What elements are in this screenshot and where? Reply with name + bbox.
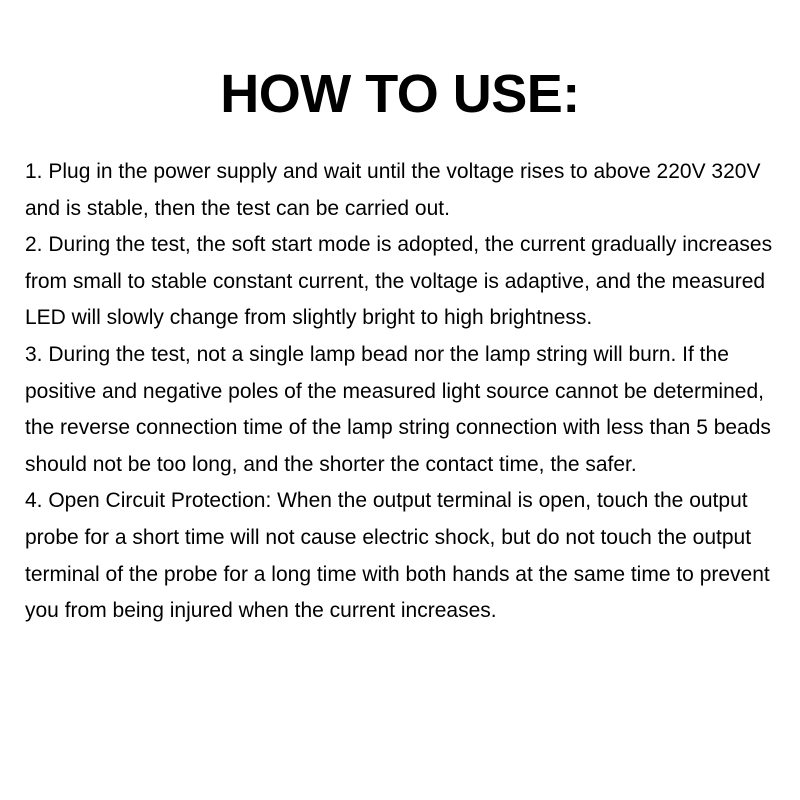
page-title: HOW TO USE: [220,64,580,124]
instruction-step-1: 1. Plug in the power supply and wait until the voltage rises to above 220V 320V and is stable, then the test can be carried out. [25,160,761,220]
instruction-list [25,154,790,630]
instruction-step-4: 4. Open Circuit Protection: When the output terminal is open, touch the output probe for a short time will not cause electric shock, but do not touch the output terminal of the probe for a long time with both hands at the same time to prevent you from being injured when the current increases. [25,489,770,623]
instruction-step-3: 3. During the test, not a single lamp bead nor the lamp string will burn. If the positive and negative poles of the measured light source cannot be determined, the reverse connection time of the lamp string connection with less than 5 beads should not be too long, and the shorter the contact time, the safer. [25,342,771,476]
instruction-step-2: 2. During the test, the soft start mode is adopted, the current gradually increases from small to stable constant current, the voltage is adaptive, and the measured LED will slowly change from slightly bright to high brightness. [25,233,773,330]
